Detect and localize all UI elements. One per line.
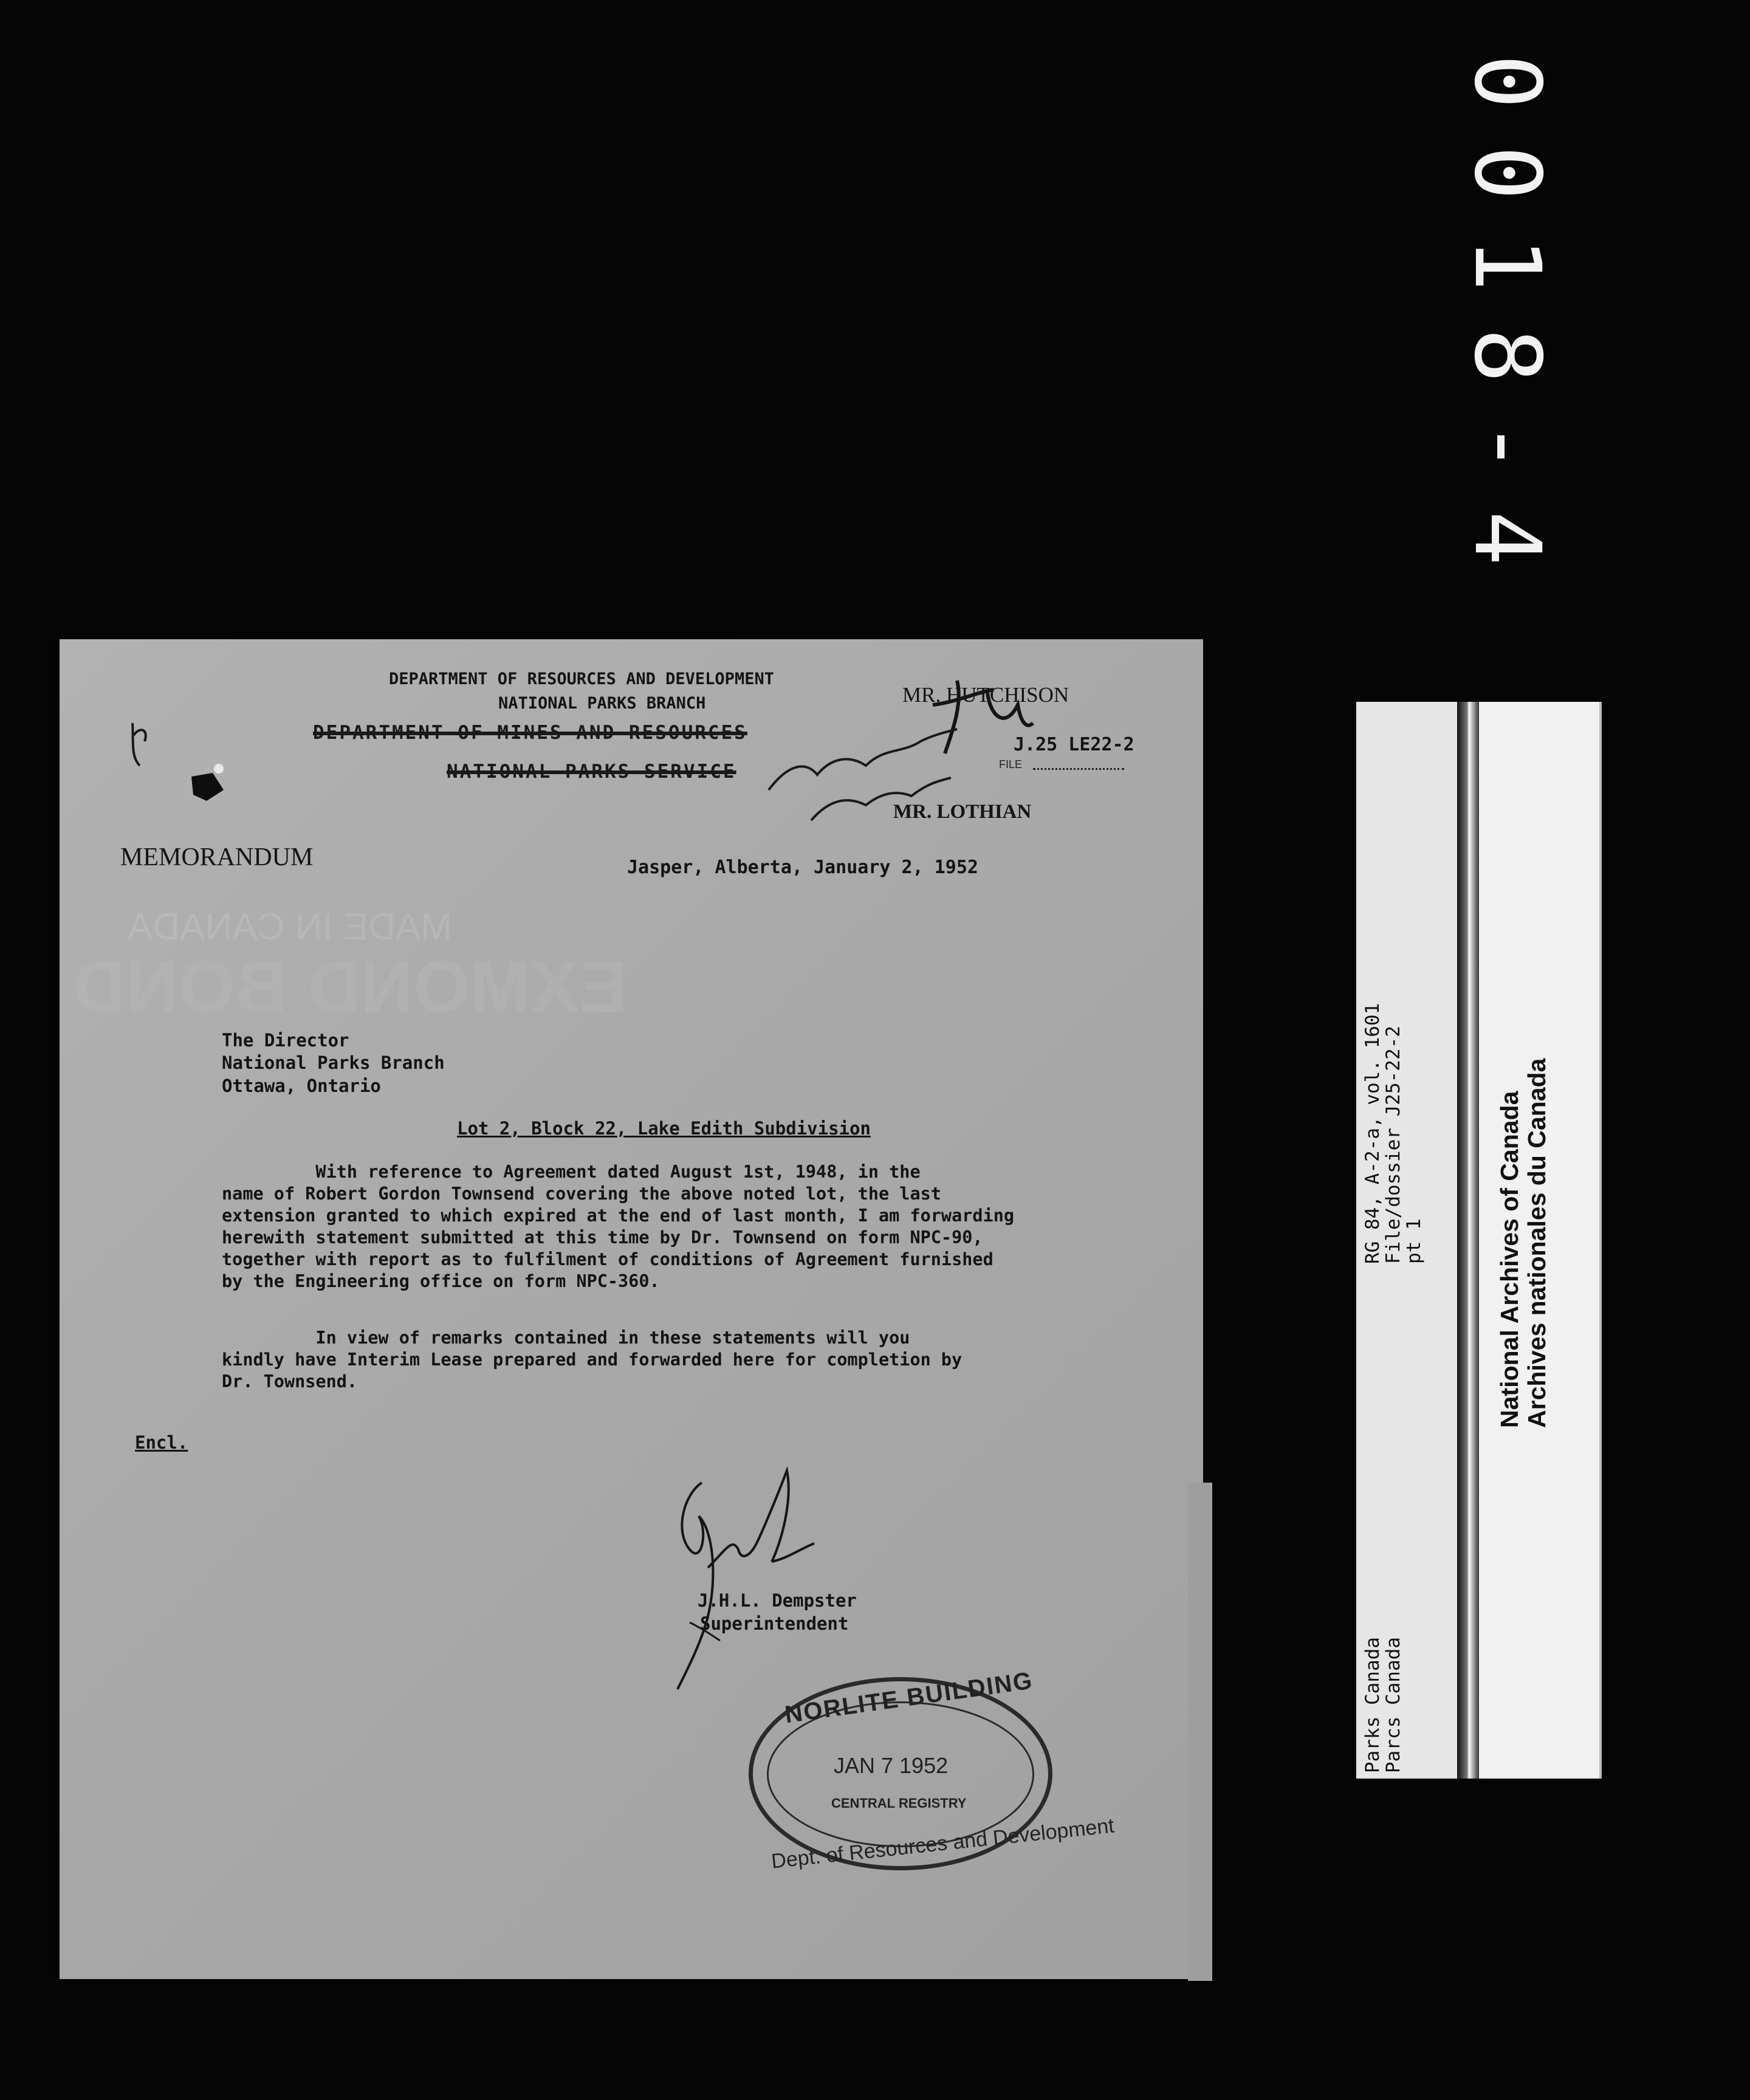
memo-title: MEMORANDUM xyxy=(120,843,314,871)
institution-french: Archives nationales du Canada xyxy=(1523,1058,1551,1428)
signatory-name: J.H.L. Dempster xyxy=(698,1590,857,1611)
body-paragraph-1 xyxy=(222,1162,1014,1293)
archive-institution xyxy=(1496,1059,1551,1428)
addressee-line1: The Director xyxy=(222,1030,349,1051)
frame-number xyxy=(1361,24,1653,632)
date-line: Jasper, Alberta, January 2, 1952 xyxy=(627,857,978,878)
parks-english: Parks Canada xyxy=(1362,1637,1384,1773)
handwritten-mark xyxy=(115,699,249,814)
watermark-line1: MADE IN CANADA xyxy=(128,906,452,948)
struck-branch: NATIONAL PARKS SERVICE xyxy=(447,761,736,783)
stamp-date: JAN 7 1952 xyxy=(834,1753,949,1778)
body-line: together with report as to fulfilment of conditions of Agreement furnished xyxy=(222,1249,993,1269)
body-line: With reference to Agreement dated August 1st, 1948, in the xyxy=(222,1162,921,1182)
struck-department: DEPARTMENT OF MINES AND RESOURCES xyxy=(313,722,747,744)
stamp-registry: CENTRAL REGISTRY xyxy=(831,1796,967,1811)
sheet-edge xyxy=(1188,1483,1212,1981)
frame-number-text: 0018-4 xyxy=(1454,54,1560,602)
archive-reference-line2: File/dossier J25-22-2 xyxy=(1382,1026,1404,1264)
body-line: herewith statement submitted at this time by Dr. Townsend on form NPC-90, xyxy=(222,1227,983,1247)
handwritten-signature xyxy=(665,1458,836,1701)
routing-hutchison: MR. HUTCHISON xyxy=(902,683,1069,707)
stamp-bottom-text: Dept. of Resources and Development xyxy=(770,1814,1116,1873)
file-label: FILE xyxy=(999,758,1023,770)
body-line: In view of remarks contained in these statements will you xyxy=(222,1328,910,1348)
file-dotted-line xyxy=(1033,768,1124,770)
handwritten-initials xyxy=(750,668,1036,839)
archive-reference-line3: pt 1 xyxy=(1403,1218,1425,1264)
letterhead-branch: NATIONAL PARKS BRANCH xyxy=(498,694,706,713)
body-line: name of Robert Gordon Townsend covering the above noted lot, the last xyxy=(222,1184,941,1204)
routing-lothian: MR. LOTHIAN xyxy=(893,801,1032,823)
body-line: Dr. Townsend. xyxy=(222,1371,358,1391)
watermark-line2: EXMOND BOND xyxy=(73,946,628,1028)
addressee-line2: National Parks Branch xyxy=(222,1052,445,1073)
institution-english: National Archives of Canada xyxy=(1495,1091,1523,1428)
archive-parks xyxy=(1362,1637,1404,1773)
archive-reference-line1: RG 84, A-2-a, vol. 1601 xyxy=(1362,1003,1384,1264)
stamp-top-text: NORLITE BUILDING xyxy=(783,1667,1035,1729)
body-line: extension granted to which expired at the end of last month, I am forwarding xyxy=(222,1206,1015,1226)
parks-french: Parcs Canada xyxy=(1382,1637,1404,1773)
signatory-title: Superintendent xyxy=(700,1613,849,1634)
archive-label-fold xyxy=(1457,702,1479,1779)
enclosure-note: Encl. xyxy=(135,1432,188,1453)
body-paragraph-2 xyxy=(222,1328,962,1393)
addressee-line3: Ottawa, Ontario xyxy=(222,1076,381,1096)
body-line: kindly have Interim Lease prepared and forwarded here for completion by xyxy=(222,1350,962,1370)
subject-line: Lot 2, Block 22, Lake Edith Subdivision xyxy=(457,1118,871,1139)
archive-label-edge xyxy=(1599,702,1602,1779)
archive-reference xyxy=(1362,1003,1424,1264)
letterhead-department: DEPARTMENT OF RESOURCES AND DEVELOPMENT xyxy=(389,670,774,688)
file-number: J.25 LE22-2 xyxy=(1014,734,1134,755)
body-line: by the Engineering office on form NPC-360. xyxy=(222,1271,660,1291)
